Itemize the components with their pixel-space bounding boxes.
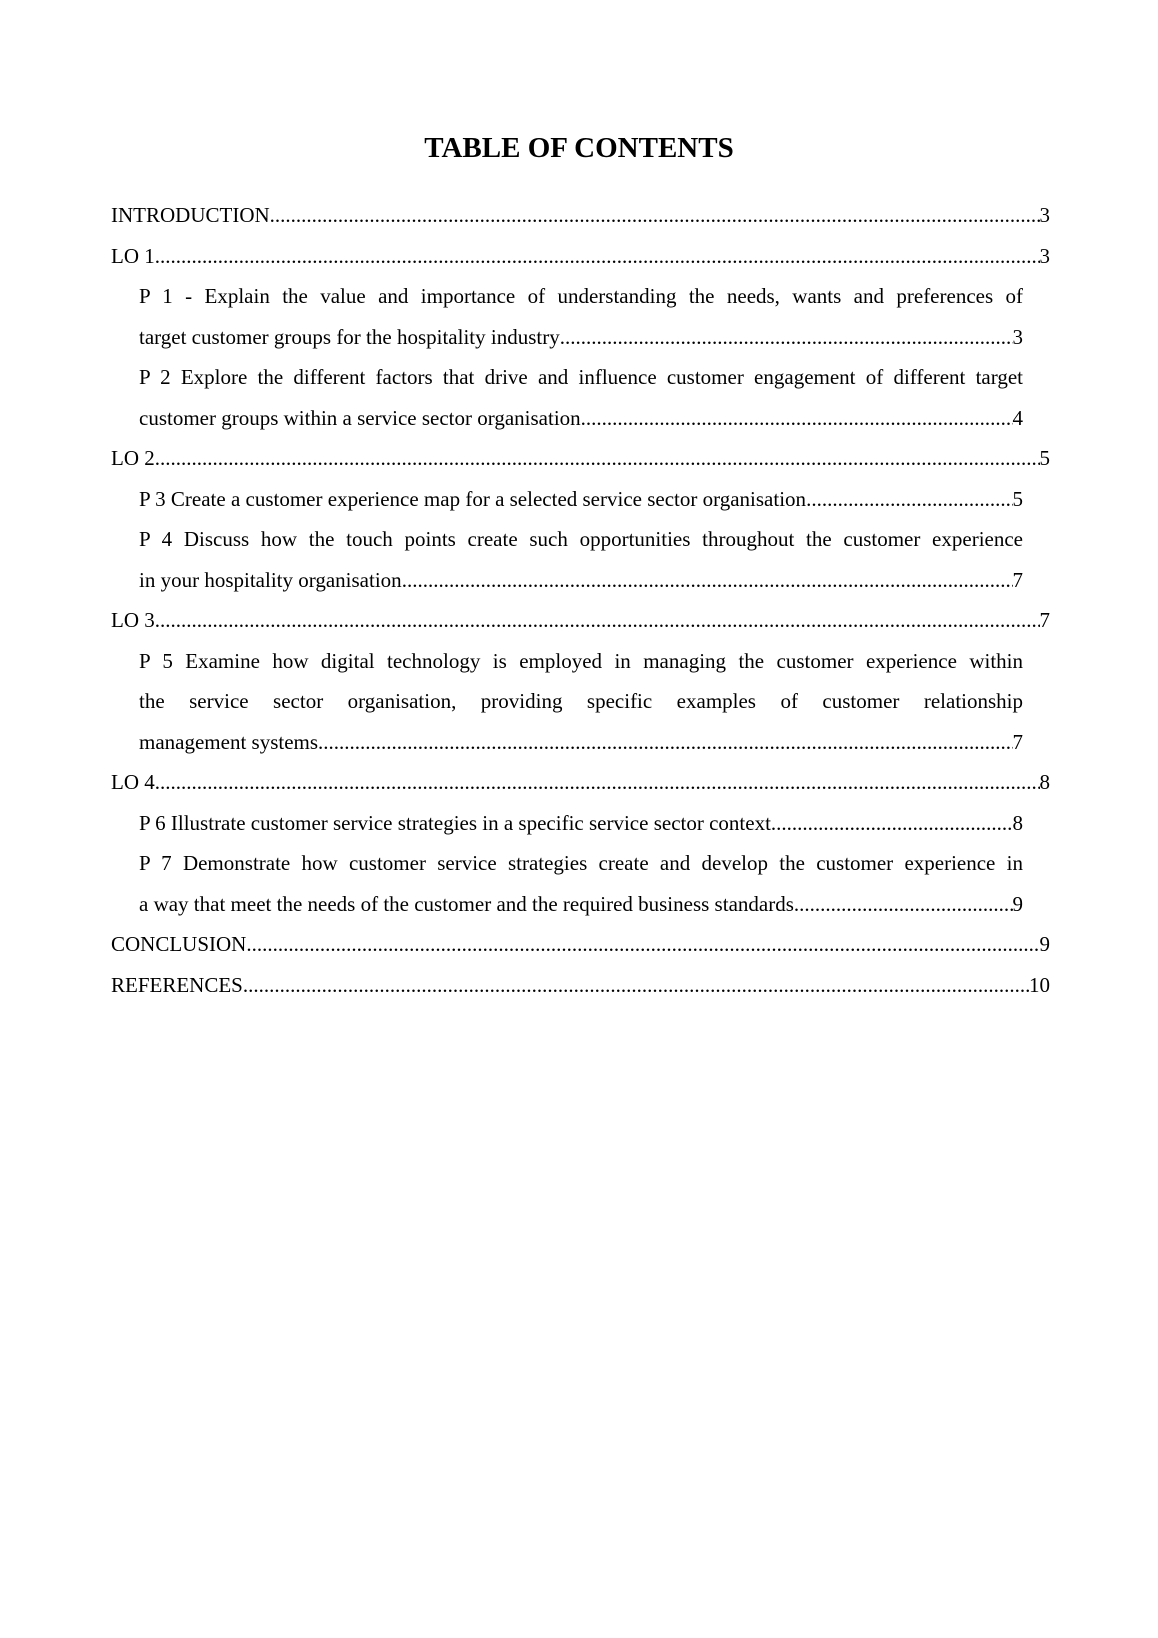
toc-entry[interactable]	[139, 519, 1023, 600]
dot-leader	[806, 479, 1012, 520]
toc-entry[interactable]	[111, 762, 1050, 803]
page-title: TABLE OF CONTENTS	[424, 132, 734, 164]
toc-entry[interactable]	[139, 803, 1023, 844]
toc-entry[interactable]	[139, 276, 1023, 357]
toc-entry-last-line	[111, 438, 1050, 479]
toc-entry-last-line	[139, 803, 1023, 844]
toc-page-number: 10	[1029, 972, 1050, 997]
toc-entry[interactable]	[139, 843, 1023, 924]
toc-entry-text-line: P 5 Examine how digital technology is employed in managing the customer experience within	[139, 648, 1023, 673]
toc-page-number: 8	[1012, 810, 1023, 835]
toc-entry[interactable]	[139, 641, 1023, 763]
toc-entry-label: REFERENCES	[111, 972, 243, 997]
dot-leader	[771, 803, 1013, 844]
toc-entry-label: LO 3	[111, 608, 155, 632]
toc-page-number: 4	[1012, 405, 1023, 430]
table-of-contents	[111, 195, 1050, 1005]
toc-entry-text-line: P 1 - Explain the value and importance of understanding the needs, wants and preferences of	[139, 284, 1023, 308]
dot-leader	[155, 762, 1040, 803]
toc-entry-last-line	[111, 600, 1050, 641]
dot-leader	[155, 438, 1040, 479]
toc-entry-last-line	[111, 762, 1050, 803]
toc-entry-last-line	[111, 236, 1050, 277]
dot-leader	[560, 317, 1013, 358]
toc-entry-last-line	[139, 317, 1023, 358]
dot-leader	[318, 722, 1012, 763]
toc-entry-label: LO 1	[111, 243, 155, 268]
toc-entry[interactable]	[111, 600, 1050, 641]
toc-entry-last-line	[139, 479, 1023, 520]
dot-leader	[246, 924, 1039, 965]
toc-entry-label: P 6 Illustrate customer service strategies in a specific service sector context	[139, 810, 771, 835]
toc-entry-last-line	[111, 924, 1050, 965]
dot-leader	[794, 884, 1013, 925]
toc-entry[interactable]	[139, 357, 1023, 438]
toc-entry-label: LO 2	[111, 446, 155, 470]
toc-page-number: 3	[1039, 203, 1050, 227]
toc-page-number: 7	[1039, 608, 1050, 632]
toc-entry-label: target customer groups for the hospitality industry	[139, 324, 560, 349]
toc-page-number: 3	[1012, 324, 1023, 349]
toc-page-number: 9	[1039, 932, 1050, 956]
toc-entry-label: LO 4	[111, 770, 155, 794]
toc-entry-text-line: the service sector organisation, providing specific examples of customer relationship	[139, 689, 1023, 713]
toc-entry-last-line	[111, 195, 1050, 236]
toc-entry-text-line: P 2 Explore the different factors that drive and influence customer engagement of different target	[139, 365, 1023, 389]
toc-entry-label: CONCLUSION	[111, 932, 247, 956]
dot-leader	[270, 195, 1040, 236]
dot-leader	[581, 398, 1013, 439]
toc-page-number: 9	[1012, 891, 1023, 916]
dot-leader	[155, 236, 1040, 277]
toc-entry-last-line	[111, 965, 1050, 1006]
toc-entry[interactable]	[111, 965, 1050, 1006]
dot-leader	[243, 965, 1029, 1006]
toc-entry-text-line: P 7 Demonstrate how customer service strategies create and develop the customer experience in	[139, 851, 1023, 875]
dot-leader	[402, 560, 1013, 601]
toc-entry-last-line	[139, 722, 1023, 763]
toc-entry-label: P 3 Create a customer experience map for a selected service sector organisation	[139, 486, 807, 511]
toc-entry[interactable]	[139, 479, 1023, 520]
toc-page-number: 3	[1039, 243, 1050, 268]
toc-page-number: 7	[1012, 567, 1023, 592]
toc-page-number: 8	[1039, 770, 1050, 794]
toc-entry-last-line	[139, 398, 1023, 439]
dot-leader	[155, 600, 1040, 641]
toc-entry-text-line: P 4 Discuss how the touch points create such opportunities throughout the customer experience	[139, 527, 1023, 551]
toc-entry-label: INTRODUCTION	[111, 203, 270, 227]
toc-entry[interactable]	[111, 236, 1050, 277]
toc-entry-last-line	[139, 884, 1023, 925]
toc-page-number: 5	[1039, 446, 1050, 470]
toc-entry-label: customer groups within a service sector organisation	[139, 405, 581, 430]
toc-page-number: 7	[1012, 729, 1023, 754]
toc-entry-last-line	[139, 560, 1023, 601]
toc-entry[interactable]	[111, 195, 1050, 236]
toc-entry-label: management systems	[139, 729, 319, 754]
toc-page-number: 5	[1012, 486, 1023, 511]
toc-entry-label: in your hospitality organisation	[139, 567, 402, 592]
toc-entry[interactable]	[111, 924, 1050, 965]
toc-entry-label: a way that meet the needs of the customer and the required business standards	[139, 891, 794, 916]
toc-entry[interactable]	[111, 438, 1050, 479]
